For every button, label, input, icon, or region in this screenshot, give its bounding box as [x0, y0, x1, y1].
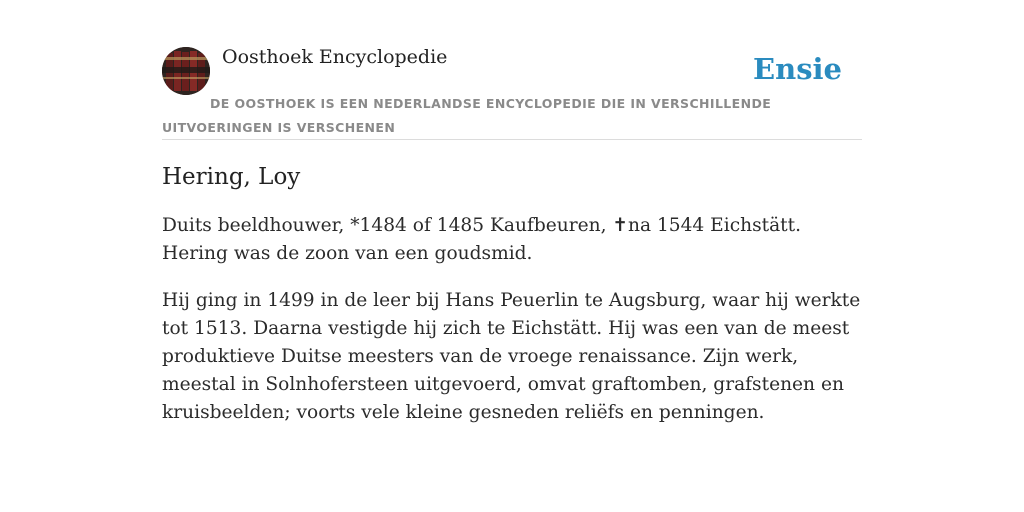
- article-paragraph: Hij ging in 1499 in de leer bij Hans Peuerlin te Augsburg, waar hij werkte tot 1513. Daarna vestigde hij zich te Eichstätt. Hij was een van de meest produktieve Duitse meesters van de vroege renaissance. Zijn werk, meestal in Solnhofersteen uitgevoerd, omvat graftomben, grafstenen en kruisbeelden; voorts vele kleine gesneden reliëfs en penningen.: [162, 290, 861, 423]
- brand-logo[interactable]: Ensie: [753, 52, 842, 86]
- article-title: Hering, Loy: [162, 164, 301, 190]
- article: [162, 164, 862, 427]
- header: [162, 44, 862, 140]
- site-name[interactable]: Oosthoek Encyclopedie: [222, 46, 448, 68]
- site-tagline: DE OOSTHOEK IS EEN NEDERLANDSE ENCYCLOPEDIE DIE IN VERSCHILLENDE UITVOERINGEN IS VERSCHENEN: [162, 96, 772, 135]
- books-icon: [162, 47, 210, 95]
- avatar[interactable]: [162, 47, 210, 95]
- article-paragraph: Duits beeldhouwer, *1484 of 1485 Kaufbeuren, ✝na 1544 Eichstätt. Hering was de zoon van een goudsmid.: [162, 215, 802, 264]
- page: [162, 44, 862, 427]
